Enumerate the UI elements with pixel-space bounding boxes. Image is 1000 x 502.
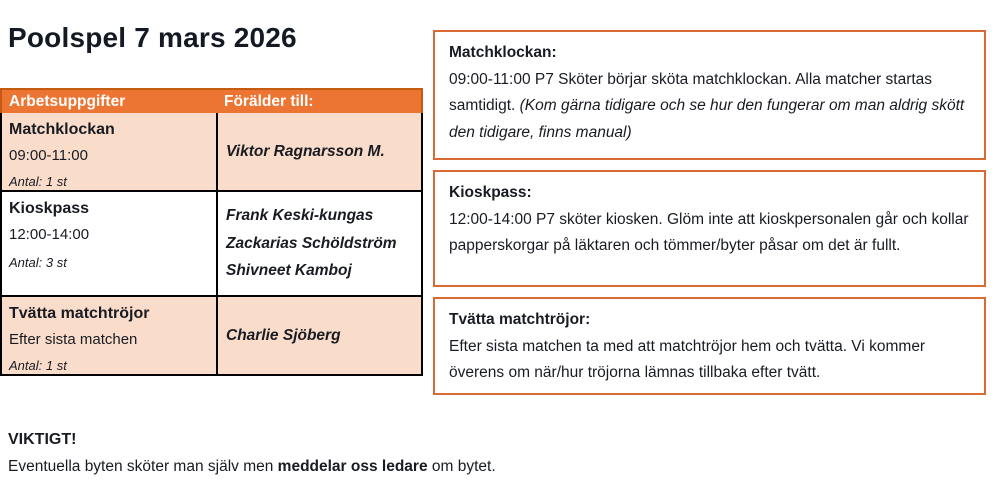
task-cell — [2, 192, 218, 295]
column-header-parents: Förälder till: — [224, 92, 314, 110]
info-box-title: Matchklockan: — [449, 44, 557, 61]
info-box-body — [449, 334, 970, 387]
task-name: Matchklockan — [9, 121, 115, 138]
table-body — [0, 113, 423, 376]
important-body-suffix: om bytet. — [427, 458, 496, 475]
task-name: Tvätta matchtröjor — [9, 305, 150, 322]
info-box-matchklockan — [433, 30, 986, 160]
task-cell — [2, 113, 218, 190]
task-antal: Antal: 3 st — [9, 255, 67, 270]
table-row-tvatta-matchtrojor — [2, 295, 421, 374]
important-body — [8, 453, 708, 481]
important-heading: VIKTIGT! — [8, 431, 77, 448]
parent-name: Viktor Ragnarsson M. — [226, 142, 385, 160]
table-row-matchklockan — [2, 113, 421, 190]
column-header-tasks: Arbetsuppgifter — [9, 92, 126, 110]
parents-cell — [218, 192, 421, 295]
task-name: Kioskpass — [9, 200, 90, 217]
parent-name: Shivneet Kamboj — [226, 262, 352, 280]
task-cell — [2, 297, 218, 374]
parents-cell — [218, 113, 421, 190]
info-box-title: Tvätta matchtröjor: — [449, 311, 591, 328]
info-box-body-text: 09:00-11:00 P7 Sköter börjar sköta matchklockan. Alla matcher startas samtidigt. — [449, 70, 933, 114]
info-box-tvatta-matchtrojor — [433, 297, 986, 395]
important-note — [8, 427, 708, 481]
info-box-body-italic: (Kom gärna tidigare och se hur den fungerar om man aldrig skött den tidigare, finns manual) — [449, 97, 965, 141]
table-header-row — [0, 88, 423, 113]
info-box-title: Kioskpass: — [449, 184, 532, 201]
info-box-kioskpass — [433, 170, 986, 287]
page-title: Poolspel 7 mars 2026 — [8, 22, 297, 53]
task-antal: Antal: 1 st — [9, 174, 67, 189]
task-antal: Antal: 1 st — [9, 358, 67, 373]
info-box-body — [449, 67, 970, 147]
parent-name: Zackarias Schöldström — [226, 234, 397, 252]
task-time: Efter sista matchen — [9, 331, 138, 348]
info-box-body-text: 12:00-14:00 P7 sköter kiosken. Glöm inte att kioskpersonalen går och kollar papperskorgar på läktaren och tömmer/byter påsar om det är fullt. — [449, 210, 969, 254]
parent-name: Charlie Sjöberg — [226, 326, 341, 344]
important-body-prefix: Eventuella byten sköter man själv men — [8, 458, 278, 475]
task-time: 12:00-14:00 — [9, 226, 90, 243]
parent-name: Frank Keski-kungas — [226, 207, 374, 225]
info-box-body — [449, 207, 970, 260]
important-body-bold: meddelar oss ledare — [277, 458, 428, 475]
task-time: 09:00-11:00 — [9, 147, 88, 164]
info-box-body-text: Efter sista matchen ta med att matchtröjor hem och tvätta. Vi kommer överens om när/hur tröjorna lämnas tillbaka efter tvätt. — [449, 337, 926, 381]
table-row-kioskpass — [2, 190, 421, 295]
assignments-table — [0, 88, 423, 376]
parents-cell — [218, 297, 421, 374]
